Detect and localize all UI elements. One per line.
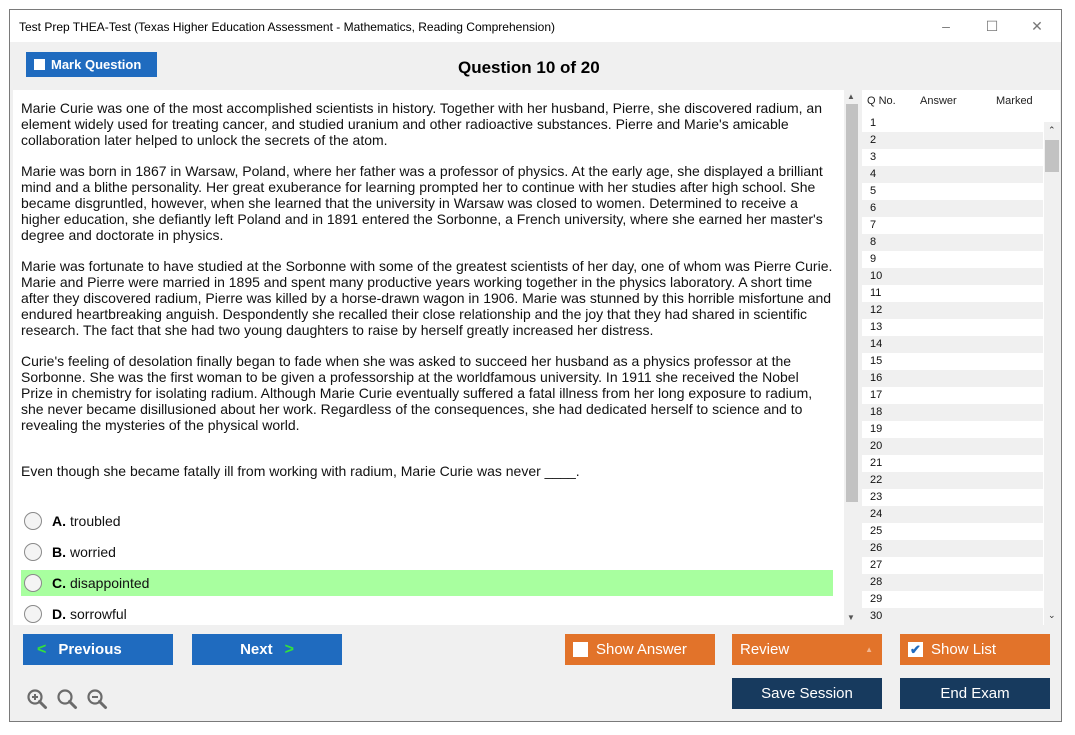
- question-list-row[interactable]: 5: [870, 185, 877, 197]
- question-list-row[interactable]: 22: [862, 472, 1043, 489]
- question-list-row[interactable]: 3: [870, 151, 877, 163]
- mark-checkbox-icon: [34, 59, 45, 70]
- question-list-scrollbar[interactable]: [1044, 122, 1060, 625]
- show-answer-button[interactable]: [565, 634, 715, 665]
- question-list-row[interactable]: 13: [870, 321, 883, 333]
- question-list-row[interactable]: 10: [862, 268, 1043, 285]
- question-list-row[interactable]: 26: [862, 540, 1043, 557]
- mark-question-label: Mark Question: [51, 57, 142, 72]
- question-list-row[interactable]: 14: [862, 336, 1043, 353]
- show-answer-label: Show Answer: [596, 641, 687, 658]
- review-label: Review: [740, 641, 790, 658]
- question-list-row[interactable]: 20: [862, 438, 1043, 455]
- question-list-row[interactable]: 28: [862, 574, 1043, 591]
- question-list-row[interactable]: 21: [870, 457, 883, 469]
- qno-column-header: Q No.: [867, 95, 896, 107]
- question-list-header: [862, 90, 1060, 114]
- end-exam-label: End Exam: [940, 685, 1010, 702]
- chevron-down-icon[interactable]: ⌄: [1048, 610, 1056, 620]
- next-label: Next: [240, 641, 273, 658]
- question-stem: Even though she became fatally ill from working with radium, Marie Curie was never ____.: [21, 463, 580, 479]
- option-text: sorrowful: [70, 606, 127, 622]
- question-list-panel: [862, 90, 1060, 625]
- content-scrollbar[interactable]: [844, 90, 860, 625]
- scrollbar-thumb[interactable]: [1045, 140, 1059, 172]
- title-bar: [10, 10, 1061, 42]
- question-list-row[interactable]: 7: [870, 219, 877, 231]
- question-list-row[interactable]: 24: [862, 506, 1043, 523]
- option-c[interactable]: [21, 570, 833, 596]
- question-list-row[interactable]: 25: [870, 525, 883, 537]
- scroll-down-icon[interactable]: ▼: [847, 613, 855, 622]
- app-window: [9, 9, 1062, 722]
- question-title: Question 10 of 20: [458, 58, 600, 77]
- option-text: worried: [70, 544, 116, 560]
- question-list-row[interactable]: 1: [870, 117, 877, 129]
- question-list-row[interactable]: 19: [870, 423, 883, 435]
- option-b[interactable]: [21, 539, 833, 565]
- option-d[interactable]: [21, 601, 833, 625]
- answer-column-header: Answer: [920, 95, 957, 107]
- question-header: [10, 42, 1061, 88]
- radio-button[interactable]: [24, 512, 42, 530]
- option-letter: B.: [52, 544, 66, 560]
- mark-question-button[interactable]: [26, 52, 157, 77]
- option-a[interactable]: [21, 508, 833, 534]
- passage-paragraph: Marie Curie was one of the most accomplished scientists in history. Together with her husband, Pierre, she discovered radium, an element widely used for treating cancer, and studied uranium and other radioactive substances. Pierre and Marie's amicable collaboration later helped to unlock the secrets of the atom.: [21, 100, 822, 148]
- question-list-row[interactable]: 15: [870, 355, 883, 367]
- radio-button[interactable]: [24, 543, 42, 561]
- question-list-row[interactable]: 18: [862, 404, 1043, 421]
- show-list-button[interactable]: [900, 634, 1050, 665]
- chevron-left-icon: <: [37, 640, 47, 658]
- question-list-row[interactable]: 8: [862, 234, 1043, 251]
- question-list-row[interactable]: 29: [870, 593, 883, 605]
- checked-checkbox-icon[interactable]: ✔: [908, 642, 923, 657]
- option-text: disappointed: [70, 575, 150, 591]
- question-list-row[interactable]: 30: [862, 608, 1043, 625]
- radio-button[interactable]: [24, 605, 42, 623]
- question-list-row[interactable]: 2: [862, 132, 1043, 149]
- question-list-rows: [862, 115, 1043, 625]
- zoom-reset-icon[interactable]: [56, 688, 78, 710]
- passage-paragraph: Marie was born in 1867 in Warsaw, Poland, where her father was a professor of physics. At the early age, she displayed a brilliant mind and a blithe personality. Her great exuberance for learning prompted her to continue with her studies after high school. She became disgruntled, however, when she learned that the university in Warsaw was closed to women. Determined to receive a higher education, she defiantly left Poland and in 1891 entered the Sorbonne, a French university, where she earned her master's degree and doctorate in physics.: [21, 163, 823, 243]
- chevron-up-icon[interactable]: ⌃: [1048, 125, 1056, 135]
- question-list-row[interactable]: 9: [870, 253, 877, 265]
- checkbox-icon[interactable]: [573, 642, 588, 657]
- save-session-label: Save Session: [761, 685, 853, 702]
- zoom-in-icon[interactable]: [26, 688, 48, 710]
- maximize-button[interactable]: ☐: [985, 17, 999, 34]
- chevron-right-icon: >: [284, 640, 294, 658]
- end-exam-button[interactable]: [900, 678, 1050, 709]
- minimize-button[interactable]: –: [942, 18, 950, 34]
- question-list-row[interactable]: 12: [862, 302, 1043, 319]
- question-list-row[interactable]: 16: [862, 370, 1043, 387]
- marked-column-header: Marked: [996, 95, 1033, 107]
- option-letter: A.: [52, 513, 66, 529]
- question-list-row[interactable]: 6: [862, 200, 1043, 217]
- show-list-label: Show List: [931, 641, 997, 658]
- review-button[interactable]: [732, 634, 882, 665]
- save-session-button[interactable]: [732, 678, 882, 709]
- passage-paragraph: Marie was fortunate to have studied at the Sorbonne with some of the greatest scientists of her day, one of whom was Pierre Curie. Marie and Pierre were married in 1895 and spent many productive years working together in the physics laboratory. A short time after they discovered radium, Pierre was killed by a horse-drawn wagon in 1906. Marie was stunned by this horrible misfortune and endured heartbreaking anguish. Despondently she recalled their close relationship and the joy that they had shared in scientific research. The fact that she had two young daughters to raise by herself greatly increased her distress.: [21, 258, 833, 338]
- next-button[interactable]: [192, 634, 342, 665]
- passage-paragraph: Curie's feeling of desolation finally began to fade when she was asked to succeed her husband as a physics professor at the Sorbonne. She was the first woman to be given a professorship at the worldfamous university. In 1911 she received the Nobel Prize in chemistry for isolating radium. Although Marie Curie eventually suffered a fatal illness from her long exposure to radium, she never became disillusioned about her work. Regardless of the consequences, she had dedicated herself to science and to revealing the mysteries of the physical world.: [21, 353, 813, 433]
- scroll-up-icon[interactable]: ▲: [847, 92, 855, 101]
- previous-button[interactable]: [23, 634, 173, 665]
- scrollbar-thumb[interactable]: [846, 104, 858, 502]
- radio-button[interactable]: [24, 574, 42, 592]
- question-content: [13, 90, 845, 625]
- question-list-row[interactable]: 17: [870, 389, 883, 401]
- zoom-out-icon[interactable]: [86, 688, 108, 710]
- option-text: troubled: [70, 513, 121, 529]
- question-list-row[interactable]: 4: [862, 166, 1043, 183]
- question-list-row[interactable]: 23: [870, 491, 883, 503]
- previous-label: Previous: [58, 641, 122, 658]
- question-list-row[interactable]: 11: [870, 287, 882, 299]
- close-button[interactable]: ✕: [1031, 17, 1043, 34]
- question-list-row[interactable]: 27: [870, 559, 883, 571]
- window-title: Test Prep THEA-Test (Texas Higher Education Assessment - Mathematics, Reading Comprehension): [19, 20, 556, 34]
- reading-passage: [21, 100, 833, 448]
- option-letter: D.: [52, 606, 66, 622]
- option-letter: C.: [52, 575, 66, 591]
- dropdown-arrow-icon: ▲: [865, 645, 873, 654]
